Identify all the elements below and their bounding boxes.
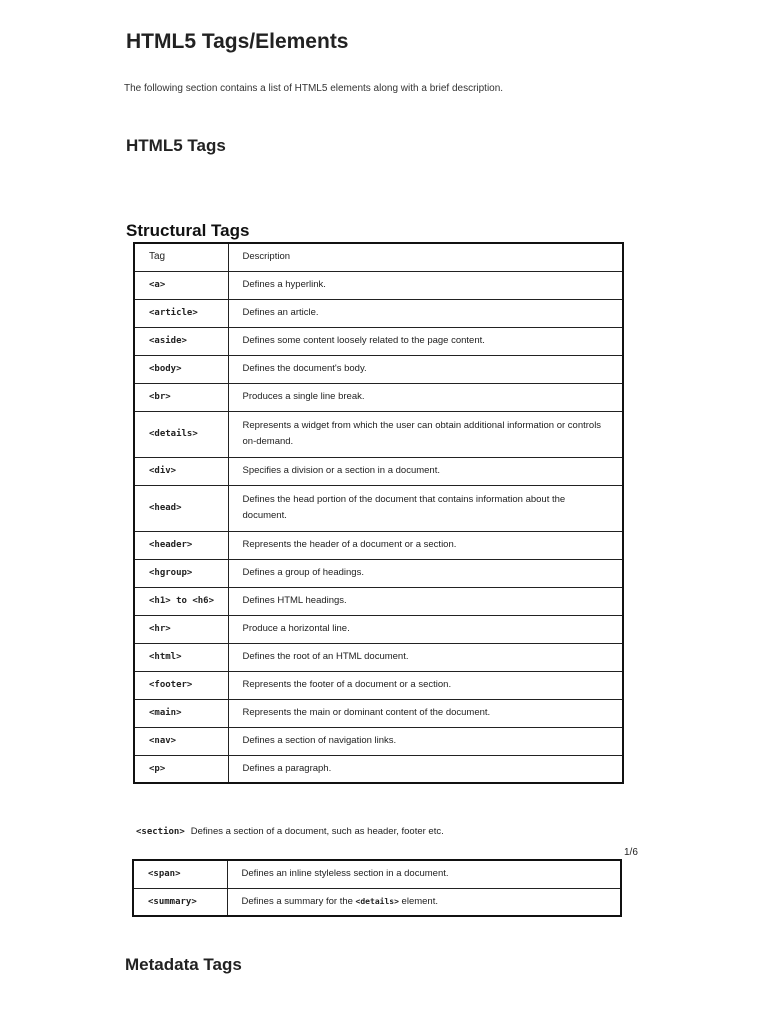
tag-cell: <body> [134, 355, 228, 383]
table-row [134, 615, 623, 643]
description-cell: Defines a hyperlink. [228, 271, 623, 299]
structural-tags-table-continued [132, 859, 622, 917]
section-heading: Structural Tags [126, 221, 250, 240]
tag-cell: <footer> [134, 671, 228, 699]
description-cell: Defines the head portion of the document that contains information about the document. [228, 485, 623, 531]
table-row [134, 671, 623, 699]
tag-cell: <main> [134, 699, 228, 727]
tag-cell: <p> [134, 755, 228, 783]
tag-cell: <br> [134, 383, 228, 411]
page-title: HTML5 Tags/Elements [126, 30, 349, 53]
description-cell: Defines a group of headings. [228, 559, 623, 587]
description-cell: Represents the main or dominant content of the document. [228, 699, 623, 727]
description-cell: Defines the root of an HTML document. [228, 643, 623, 671]
description-cell: Produce a horizontal line. [228, 615, 623, 643]
subtitle-heading: HTML5 Tags [126, 136, 226, 155]
table-row [133, 888, 621, 916]
description-cell: Specifies a division or a section in a document. [228, 457, 623, 485]
tag-cell: <hgroup> [134, 559, 228, 587]
summary-description-before: Defines a summary for the [241, 895, 353, 907]
description-cell: Represents the footer of a document or a section. [228, 671, 623, 699]
table-row [134, 531, 623, 559]
table-row [134, 457, 623, 485]
description-cell: Defines a paragraph. [228, 755, 623, 783]
summary-description-after: element. [401, 895, 438, 907]
tag-cell: <summary> [133, 888, 227, 916]
description-cell: Represents the header of a document or a section. [228, 531, 623, 559]
table-row [134, 271, 623, 299]
tag-cell: <html> [134, 643, 228, 671]
tag-cell: <aside> [134, 327, 228, 355]
table-row [134, 587, 623, 615]
description-cell: Defines some content loosely related to the page content. [228, 327, 623, 355]
tag-cell: <head> [134, 485, 228, 531]
description-cell: Defines a section of navigation links. [228, 727, 623, 755]
section-tag-code: <section> [136, 827, 185, 837]
table-row [134, 411, 623, 457]
table-row [134, 327, 623, 355]
metadata-tags-heading: Metadata Tags [125, 955, 242, 974]
section-tag-line [136, 826, 444, 837]
description-cell: Defines an inline styleless section in a document. [227, 860, 621, 888]
section-tag-description: Defines a section of a document, such as header, footer etc. [190, 826, 444, 837]
table-row [134, 643, 623, 671]
table-row [134, 559, 623, 587]
page-number: 1/6 [624, 847, 638, 858]
tag-cell: <h1> to <h6> [134, 587, 228, 615]
table-header-row [134, 243, 623, 271]
tag-cell: <nav> [134, 727, 228, 755]
intro-paragraph: The following section contains a list of HTML5 elements along with a brief description. [124, 83, 504, 94]
description-cell: Defines the document's body. [228, 355, 623, 383]
tag-cell: <div> [134, 457, 228, 485]
header-description-cell: Description [228, 243, 623, 271]
table-row [134, 355, 623, 383]
tag-cell: <header> [134, 531, 228, 559]
table-row [134, 299, 623, 327]
tag-cell: <a> [134, 271, 228, 299]
tag-cell: <hr> [134, 615, 228, 643]
description-cell: Produces a single line break. [228, 383, 623, 411]
description-cell: Defines HTML headings. [228, 587, 623, 615]
table-row [134, 755, 623, 783]
table-row [134, 699, 623, 727]
structural-tags-table [133, 242, 624, 784]
description-cell [227, 888, 621, 916]
table-row [134, 383, 623, 411]
tag-cell: <details> [134, 411, 228, 457]
description-cell: Defines an article. [228, 299, 623, 327]
table-row [133, 860, 621, 888]
tag-cell: <span> [133, 860, 227, 888]
tag-cell: <article> [134, 299, 228, 327]
table-row [134, 485, 623, 531]
header-tag-cell: Tag [134, 243, 228, 271]
details-inline-code: <details> [355, 896, 399, 906]
description-cell: Represents a widget from which the user can obtain additional information or controls on-demand. [228, 411, 623, 457]
table-row [134, 727, 623, 755]
